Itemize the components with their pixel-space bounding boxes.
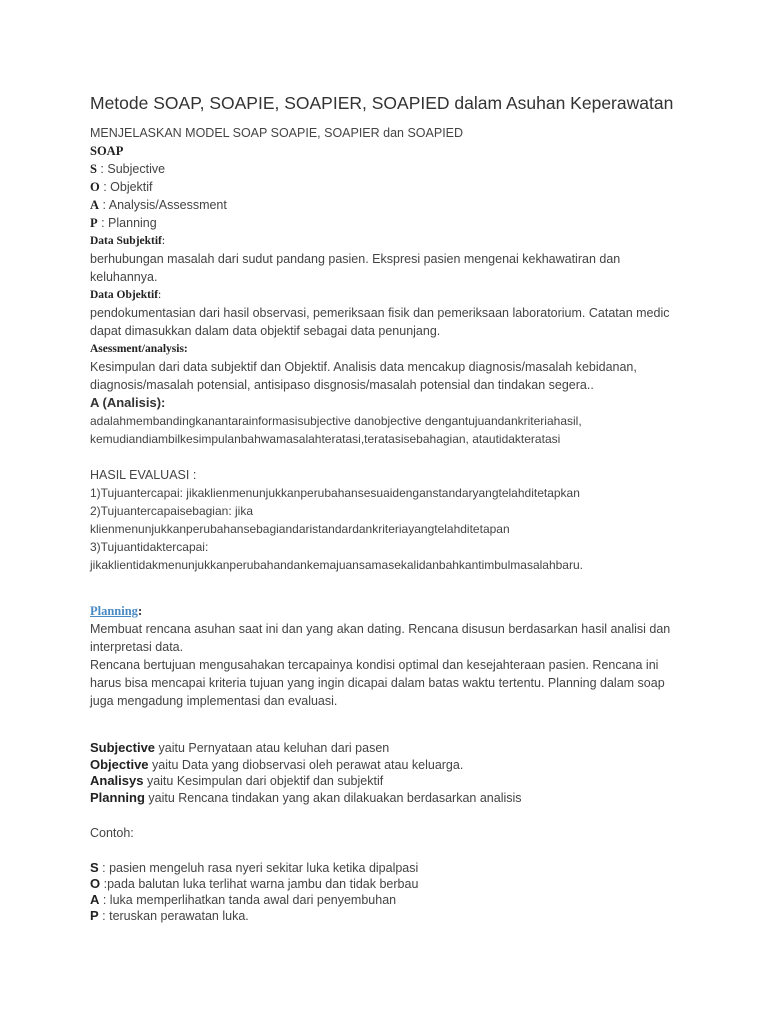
soap-list (90, 160, 680, 232)
contoh-item-o (90, 876, 680, 892)
soap-item-s (90, 160, 680, 178)
soap-text: : Subjective (96, 162, 166, 176)
heading-colon: : (161, 235, 166, 247)
document-title: Metode SOAP, SOAPIE, SOAPIER, SOAPIED dalam Asuhan Keperawatan (90, 93, 674, 113)
heading-colon: : (137, 604, 143, 618)
data-objektif-heading (90, 286, 680, 304)
data-subjektif-heading (90, 232, 680, 250)
soap-item-a (90, 196, 680, 214)
contoh-text: : pasien mengeluh rasa nyeri sekitar luka ketika dipalpasi (98, 861, 419, 875)
evaluasi-line: 1)Tujuantercapai: jikaklienmenunjukkanperubahansesuaidenganstandaryangtelahditetapkan (90, 486, 580, 500)
soap-key: A (90, 198, 100, 212)
planning-paragraph: Membuat rencana asuhan saat ini dan yang akan dating. Rencana disusun berdasarkan hasil analisi dan interpretasi data. (90, 622, 671, 654)
contoh-key: P (90, 908, 99, 923)
evaluasi-line: 2)Tujuantercapaisebagian: jika (90, 504, 253, 518)
contoh-text: : luka memperlihatkan tanda awal dari penyembuhan (99, 893, 397, 907)
soap-key: P (90, 216, 98, 230)
definition-text: yaitu Data yang diobservasi oleh perawat atau keluarga. (148, 757, 464, 772)
definition-text: yaitu Rencana tindakan yang akan dilakuakan berdasarkan analisis (144, 790, 522, 805)
spacer (90, 574, 680, 596)
assessment-heading: Asessment/analysis: (90, 343, 188, 355)
hasil-evaluasi-heading: HASIL EVALUASI : (90, 468, 197, 482)
contoh-item-s (90, 860, 680, 876)
contoh-item-p (90, 908, 680, 924)
contoh-key: A (90, 892, 100, 907)
soap-item-o (90, 178, 680, 196)
spacer (90, 842, 680, 860)
contoh-heading: Contoh: (90, 826, 134, 840)
evaluasi-line: jikaklientidakmenunjukkanperubahandankemajuansamasekalidanbahkantimbulmasalahbaru. (90, 558, 583, 572)
definition-term: Analisys (90, 773, 144, 788)
contoh-item-a (90, 892, 680, 908)
soap-text: : Planning (97, 216, 157, 230)
soap-key: O (90, 180, 100, 194)
assessment-body: Kesimpulan dari data subjektif dan Objektif. Analisis data mencakup diagnosis/masalah kebidanan, diagnosis/masalah potensial, antisipaso disgnosis/masalah potensial dan tindakan segera.. (90, 360, 637, 392)
spacer (90, 806, 680, 824)
soap-text: : Analysis/Assessment (99, 198, 227, 212)
contoh-text: : teruskan perawatan luka. (98, 909, 249, 923)
definition-term: Planning (90, 789, 145, 805)
definition-item (90, 773, 680, 790)
planning-paragraph: Rencana bertujuan mengusahakan tercapainya kondisi optimal dan kesejahteraan pasien. Rencana ini harus bisa mencapai kriteria tujuan yang ingin dicapai dalam batas waktu tertentu. Planning dalam soap juga mengadung implementasi dan evaluasi. (90, 658, 665, 708)
definition-item (90, 740, 680, 757)
evaluasi-line: klienmenunjukkanperubahansebagiandaristandardankriteriayangtelahditetapan (90, 522, 510, 536)
document-body (90, 93, 680, 924)
soap-key: S (90, 162, 97, 176)
heading-text: Data Objektif (90, 289, 159, 301)
evaluasi-line: 3)Tujuantidaktercapai: (90, 540, 209, 554)
soap-heading: SOAP (90, 144, 124, 158)
definition-text: yaitu Pernyataan atau keluhan dari pasen (155, 741, 390, 755)
document-subtitle: MENJELASKAN MODEL SOAP SOAPIE, SOAPIER dan SOAPIED (90, 126, 464, 140)
data-objektif-body: pendokumentasian dari hasil observasi, pemeriksaan fisik dan pemeriksaan laboratorium. Catatan medic dapat dimasukkan dalam data objektif sebagai data penunjang. (90, 306, 670, 338)
definition-text: yaitu Kesimpulan dari objektif dan subjektif (143, 774, 384, 788)
heading-colon: : (158, 289, 162, 301)
contoh-list (90, 860, 680, 924)
spacer (90, 710, 680, 732)
heading-text: Data Subjektif (90, 235, 162, 247)
definition-term: Subjective (90, 740, 156, 755)
definitions-list (90, 740, 680, 806)
hasil-evaluasi-list (90, 484, 680, 574)
planning-heading (90, 602, 680, 620)
definition-item (90, 790, 680, 807)
soap-text: : Objektif (99, 180, 153, 194)
contoh-text: :pada balutan luka terlihat warna jambu dan tidak berbau (100, 877, 419, 891)
soap-item-p (90, 214, 680, 232)
definition-item (90, 757, 680, 774)
contoh-key: S (90, 860, 99, 875)
contoh-key: O (90, 876, 101, 891)
planning-link[interactable]: Planning (90, 604, 138, 618)
definition-term: Objective (90, 756, 149, 772)
spacer (90, 448, 680, 466)
data-subjektif-body: berhubungan masalah dari sudut pandang pasien. Ekspresi pasien mengenai kekhawatiran dan keluhannya. (90, 252, 621, 284)
analisis-heading: A (Analisis): (90, 395, 166, 410)
spacer (90, 732, 680, 740)
analisis-body: adalahmembandingkanantarainformasisubjective danobjective dengantujuandankriteriahasil, kemudiandiambilkesimpulanbahwamasalahteratasi,teratasisebahagian, atautidakteratasi (90, 414, 582, 446)
